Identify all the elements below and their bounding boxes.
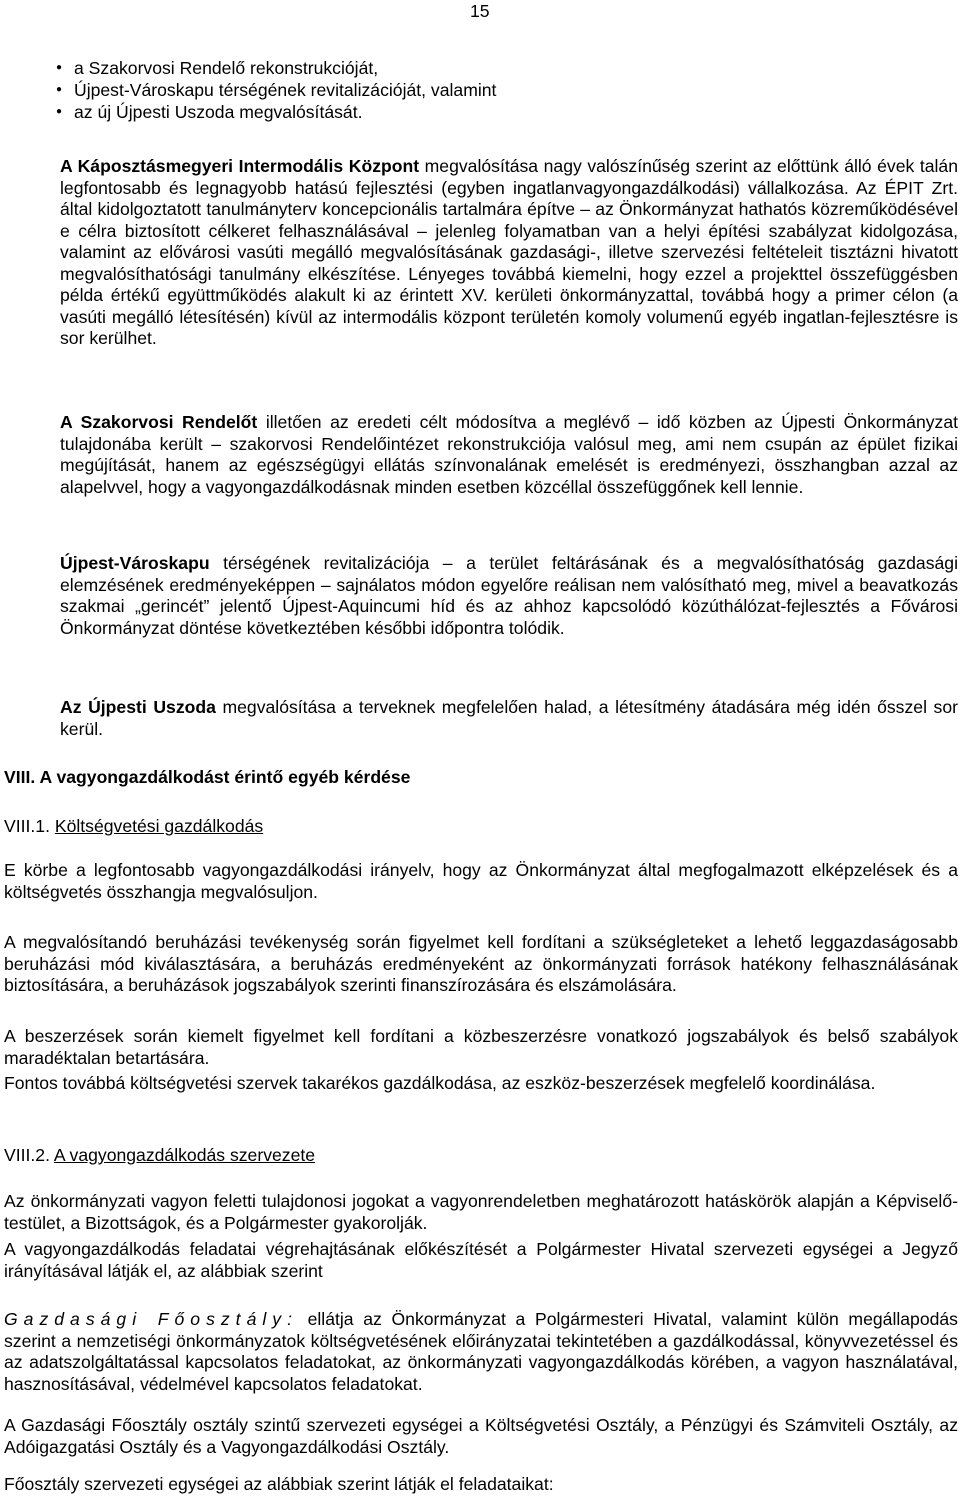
paragraph-lead: A Káposztásmegyeri Intermodális Központ [60, 156, 420, 176]
page-number: 15 [470, 1, 490, 21]
list-item: ● a Szakorvosi Rendelő rekonstrukcióját, [54, 57, 496, 79]
subsection-title: A vagyongazdálkodás szervezete [53, 1145, 316, 1165]
subsection-heading [4, 1145, 958, 1167]
paragraph-vegrehajtas: A vagyongazdálkodás feladatai végrehajtásának előkészítését a Polgármester Hivatal szervezeti egységei a Jegyző irányításával látják el, az alábbiak szerint [4, 1239, 958, 1281]
paragraph-gazdasagi-foosztaly [4, 1309, 958, 1395]
paragraph-feladatok: Főosztály szervezeti egységei az alábbiak szerint látják el feladataikat: [4, 1474, 554, 1494]
paragraph-e-korbe: E körbe a legfontosabb vagyongazdálkodási irányelv, hogy az Önkormányzat által megfogalmazott elképzelések és a költségvetés összhangja megvalósuljon. [4, 860, 958, 902]
paragraph-lead: Az Újpesti Uszoda [60, 697, 216, 717]
paragraph-osztalyok: A Gazdasági Főosztály osztály szintű szervezeti egységei a Költségvetési Osztály, a Pénzügyi és Számviteli Osztály, az Adóigazgatási Osztály és a Vagyongazdálkodási Osztály. [4, 1415, 958, 1457]
paragraph-fontos: Fontos továbbá költségvetési szervek takarékos gazdálkodása, az eszköz-beszerzések megfelelő koordinálása. [4, 1073, 876, 1093]
list-item: ● Újpest-Városkapu térségének revitalizációját, valamint [54, 79, 496, 101]
subsection-heading [4, 816, 958, 838]
bullet-list [54, 57, 496, 123]
paragraph-rendelo [60, 412, 958, 498]
paragraph-tulajdonosi-jogok: Az önkormányzati vagyon feletti tulajdonosi jogokat a vagyonrendeletben meghatározott hatáskörök alapján a Képviselő-testület, a Bizottságok, és a Polgármester gyakorolják. [4, 1191, 958, 1233]
paragraph-text: megvalósítása nagy valószínűség szerint az előttünk álló évek talán legfontosabb és legnagyobb hatású fejlesztési (egyben ingatlanvagyongazdálkodási) vállalkozása. Az ÉPIT Zrt. által kidolgoztatott tanulmányterv koncepcionális tartalmára építve – az Önkormányzat hathatós közreműködésével e célra biztosított célkeret felhasználásával – jelenleg folyamatban van a helyi építési szabályzat kidolgozása, valamint az elővárosi vasúti megálló megvalósításának gazdasági-, illetve szervezési feltételeit tisztázni hivatott megvalósíthatósági tanulmány elkészítése. Lényeges továbbá kiemelni, hogy ezzel a projekttel összefüggésben példa értékű együttműködés alakult ki az érintett XV. kerületi önkormányzattal, továbbá hogy a primer célon (a vasúti megálló létesítésén) kívül az intermodális központ területén komoly volumenű egyéb ingatlan-fejlesztésre is sor kerülhet. [60, 156, 958, 348]
section-heading: VIII. A vagyongazdálkodást érintő egyéb kérdése [4, 767, 411, 787]
paragraph-uszoda [60, 697, 958, 740]
subsection-number: VIII.2. [4, 1145, 54, 1165]
paragraph-beszerzesek: A beszerzések során kiemelt figyelmet kell fordítani a közbeszerzésre vonatkozó jogszabályok és belső szabályok maradéktalan betartására. [4, 1026, 958, 1068]
paragraph-text: térségének revitalizációja – a terület feltárásának és a megvalósíthatóság gazdasági elemzésének eredményeképpen – sajnálatos módon egyelőre reálisan nem valósítható meg, mivel a beavatkozás szakmai „gerincét” jelentő Újpest-Aquincumi híd és az ahhoz kapcsolódó közúthálózat-fejlesztés a Fővárosi Önkormányzat döntése következtében későbbi időpontra tolódik. [60, 553, 958, 638]
subsection-title: Költségvetési gazdálkodás [54, 816, 264, 836]
paragraph-text: illetően az eredeti célt módosítva a meglévő – idő közben az Újpesti Önkormányzat tulajdonába került – szakorvosi Rendelőintézet rekonstrukciója valósul meg, ami nem csupán az épület fizikai megújítását, hanem az egészségügyi ellátás színvonalának emelését is eredményezi, összhangban azzal az alapelvvel, hogy a vagyongazdálkodásnak minden esetben közcéllal összefüggőnek kell lennie. [60, 412, 958, 497]
paragraph-varoskapu [60, 553, 958, 639]
paragraph-text: ellátja az Önkormányzat a Polgármesteri Hivatal, valamint külön megállapodás szerint a nemzetiségi önkormányzatok költségvetésének előirányzatai tekintetében a gazdálkodással, könyvvezetéssel és az adatszolgáltatással kapcsolatos feladatokat, az önkormányzati vagyongazdálkodás körében, a vagyon használatával, hasznosításával, védelmével kapcsolatos feladatokat. [4, 1309, 958, 1394]
paragraph-text: megvalósítása a terveknek megfelelően halad, a létesítmény átadására még idén ősszel sor kerül. [60, 697, 958, 739]
paragraph-beruhazas: A megvalósítandó beruházási tevékenység során figyelmet kell fordítani a szükségleteket a lehető leggazdaságosabb beruházási mód kiválasztására, a beruházás eredményeként az önkormányzati források hatékony felhasználásának biztosítására, a beruházások jogszabályok szerinti finanszírozására és elszámolására. [4, 932, 958, 995]
paragraph-lead: A Szakorvosi Rendelőt [60, 412, 258, 432]
paragraph-lead: Újpest-Városkapu [60, 553, 210, 573]
subsection-number: VIII.1. [4, 816, 55, 836]
list-item: ● az új Újpesti Uszoda megvalósítását. [54, 101, 496, 123]
paragraph-lead: Gazdasági Főosztály: [4, 1309, 298, 1329]
paragraph-intermodal [60, 156, 958, 350]
